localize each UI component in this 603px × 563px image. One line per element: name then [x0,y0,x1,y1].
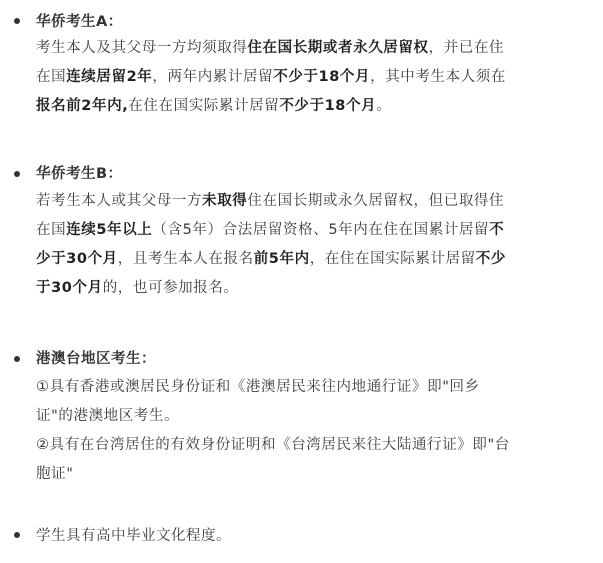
section-title: 华侨考生A： [36,14,123,30]
text-run: 在国 [36,222,67,238]
paragraph-line [36,431,581,460]
bold-text-run: 未取得 [202,193,248,209]
text-run: 在国 [36,69,67,85]
paragraph-line [36,460,581,489]
text-run: ，其中考生本人须在 [370,69,507,85]
text-run: 在住在国实际累计居留 [128,98,280,114]
paragraph-line [36,402,581,431]
bold-text-run: 前5年内 [253,251,310,267]
bold-text-run: 不少 [475,251,506,267]
paragraph-line [36,274,581,303]
bold-text-run: 住在国长期或者永久居留权 [247,40,429,56]
section-title: 港澳台地区考生： [36,351,156,367]
bullet-icon [14,18,20,24]
section-title: 华侨考生B： [36,166,123,182]
text-run: 证"的港澳地区考生。 [36,408,180,424]
paragraph-line [36,216,581,245]
paragraph-line [36,63,581,92]
section-paragraph [36,373,581,489]
bold-text-run: 连续居留2年 [66,69,153,85]
text-run: 住在国长期或永久居留权，但已取得住 [247,193,505,209]
bold-text-run: 报名前2年内, [36,98,129,114]
paragraph-line [36,373,581,402]
bullet-icon [14,171,20,177]
paragraph-line [36,92,581,121]
bold-text-run: 连续5年以上 [66,222,153,238]
bold-text-run: 不少于18个月 [273,69,371,85]
text-run: ，在住在国实际累计居留 [309,251,476,267]
text-run: ①具有香港或澳居民身份证和《港澳居民来往内地通行证》即"回乡 [36,379,480,395]
text-run: 。 [376,98,392,114]
text-run: （含5年）合法居留资格、5年内在住在国累计居留 [152,222,490,238]
section-paragraph [36,34,581,121]
section-paragraph [36,187,581,303]
text-run: 考生本人及其父母一方均须取得 [36,40,248,56]
text-run: ②具有在台湾居住的有效身份证明和《台湾居民来往大陆通行证》即"台 [36,437,510,453]
bullet-icon [14,532,20,538]
bullet-icon [14,356,20,362]
text-run: 胞证" [36,466,74,482]
bold-text-run: 少于30个月 [36,251,118,267]
text-run: ，且考生本人在报名 [117,251,254,267]
bold-text-run: 不少于18个月 [279,98,377,114]
paragraph-line [36,34,581,63]
paragraph-line [36,187,581,216]
text-run: ，并已在住 [428,40,505,56]
section-text: 学生具有高中毕业文化程度。 [36,528,231,544]
text-run: 若考生本人或其父母一方 [36,193,203,209]
text-run: 的，也可参加报名。 [102,280,239,296]
paragraph-line [36,245,581,274]
text-run: ，两年内累计居留 [152,69,274,85]
bold-text-run: 不 [489,222,505,238]
bold-text-run: 于30个月 [36,280,103,296]
